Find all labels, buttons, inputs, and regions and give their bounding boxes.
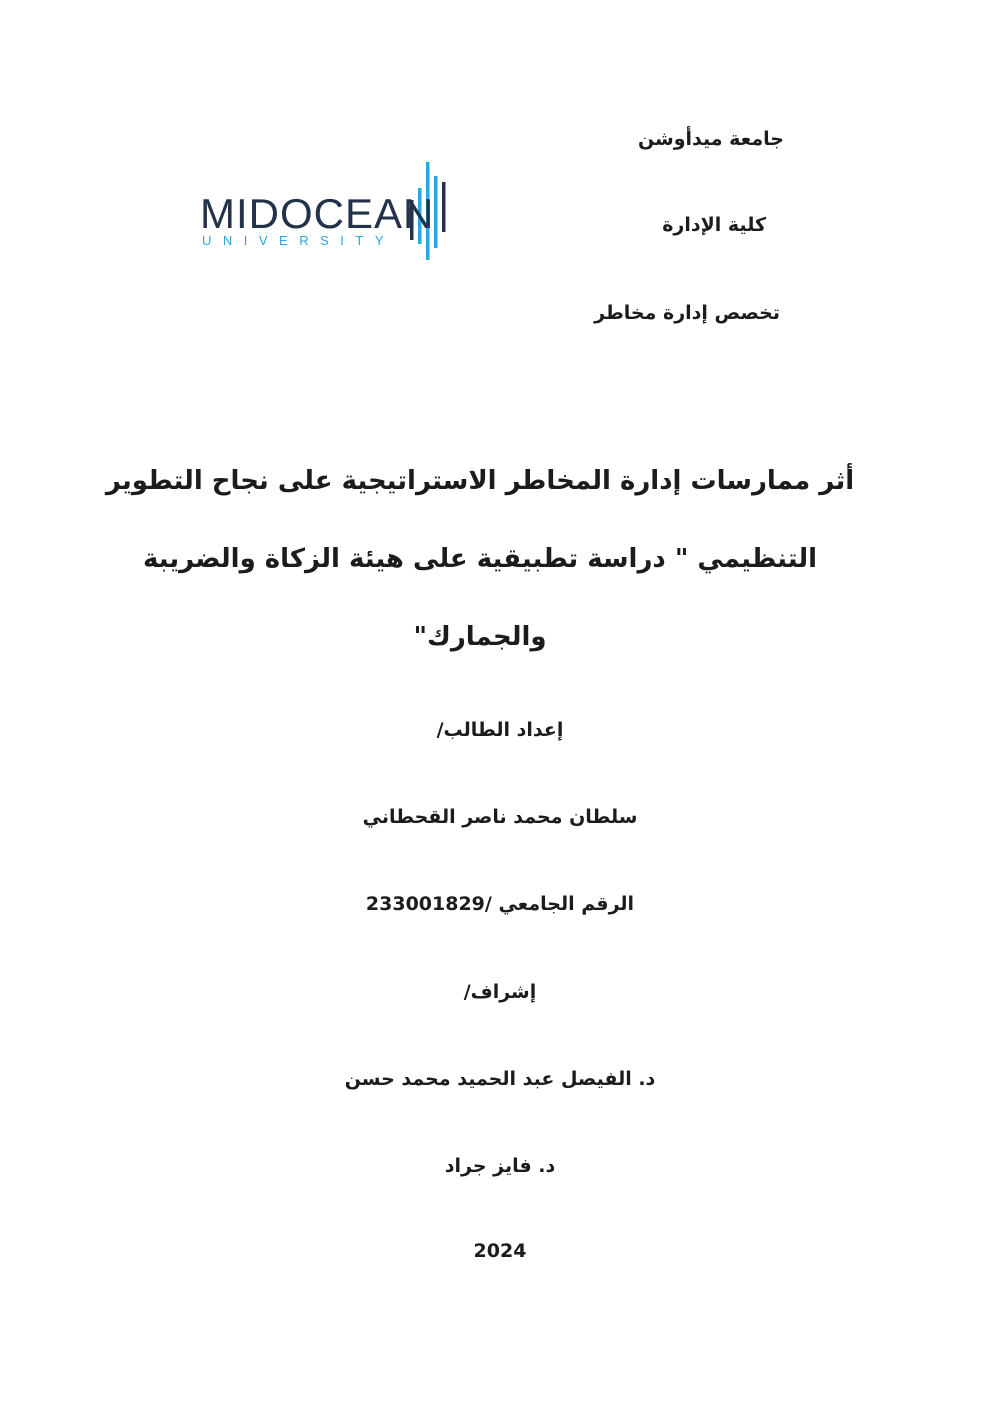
logo-subtext: UNIVERSITY xyxy=(202,233,396,248)
prepared-by-label: إعداد الطالب/ xyxy=(436,719,564,741)
thesis-title-line-1: أثر ممارسات إدارة المخاطر الاستراتيجية على نجاح التطوير xyxy=(105,466,855,496)
thesis-title-line-3: والجمارك" xyxy=(413,622,547,652)
supervisor-name: د. فايز جراد xyxy=(444,1155,556,1177)
logo-wordmark: MIDOCEAN xyxy=(200,190,435,237)
supervisor-name: د. الفيصل عبد الحميد محمد حسن xyxy=(344,1068,656,1090)
faculty-name: كلية الإدارة xyxy=(662,214,766,236)
year: 2024 xyxy=(473,1240,527,1262)
supervision-label: إشراف/ xyxy=(463,981,537,1003)
thesis-title-line-2: التنظيمي " دراسة تطبيقية على هيئة الزكاة والضريبة xyxy=(142,544,817,574)
specialization: تخصص إدارة مخاطر xyxy=(594,302,780,324)
student-id: الرقم الجامعي /233001829 xyxy=(365,893,635,915)
midocean-university-logo xyxy=(198,160,458,266)
student-name: سلطان محمد ناصر القحطاني xyxy=(362,806,638,828)
university-name: جامعة ميدأوشن xyxy=(637,128,784,150)
